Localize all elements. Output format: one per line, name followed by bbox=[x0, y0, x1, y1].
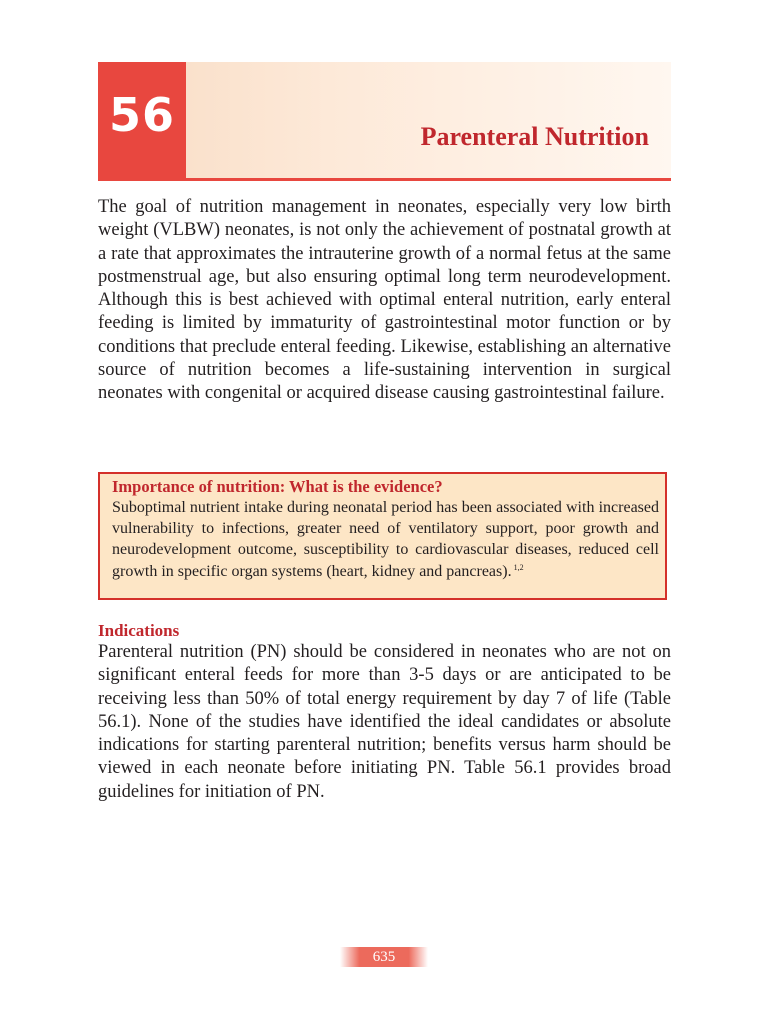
page-number: 635 bbox=[372, 949, 396, 965]
header-divider bbox=[98, 178, 671, 181]
chapter-number-box bbox=[98, 62, 186, 181]
citation-superscript: 1,2 bbox=[513, 562, 524, 572]
page-number-badge bbox=[340, 947, 428, 967]
indications-paragraph: Parenteral nutrition (PN) should be considered in neonates who are not on significant enteral feeds for more than 3-5 days or are anticipated to be receiving less than 50% of total energy requirement by day 7 of life (Table 56.1). None of the studies have identified the ideal candidates or absolute indications for starting parenteral nutrition; benefits versus harm should be viewed in each neonate before initiating PN. Table 56.1 provides broad guidelines for initiation of PN. bbox=[98, 642, 671, 802]
evidence-box bbox=[98, 472, 667, 600]
evidence-box-title: Importance of nutrition: What is the evidence? bbox=[112, 477, 443, 496]
chapter-number: 56 bbox=[108, 88, 175, 142]
section-heading-indications: Indications bbox=[98, 621, 180, 640]
intro-paragraph: The goal of nutrition management in neonates, especially very low birth weight (VLBW) neonates, is not only the achievement of postnatal growth at a rate that approximates the intrauterine growth of a normal fetus at the same postmenstrual age, but also ensuring optimal long term neurodevelopment. Although this is best achieved with optimal enteral nutrition, early enteral feeding is limited by immaturity of gastrointestinal motor function or by conditions that preclude enteral feeding. Likewise, establishing an alternative source of nutrition becomes a life-sustaining intervention in surgical neonates with congenital or acquired disease causing gastrointestinal failure. bbox=[98, 197, 671, 404]
chapter-title: Parenteral Nutrition bbox=[420, 122, 649, 151]
chapter-header bbox=[98, 62, 671, 181]
evidence-box-body bbox=[112, 497, 659, 582]
evidence-box-text: Suboptimal nutrient intake during neonatal period has been associated with increased vulnerability to infections, greater need of ventilatory support, poor growth and neurodevelopment outcome, susceptibility to cardiovascular diseases, reduced cell growth in specific organ systems (heart, kidney and pancreas). bbox=[112, 499, 659, 580]
